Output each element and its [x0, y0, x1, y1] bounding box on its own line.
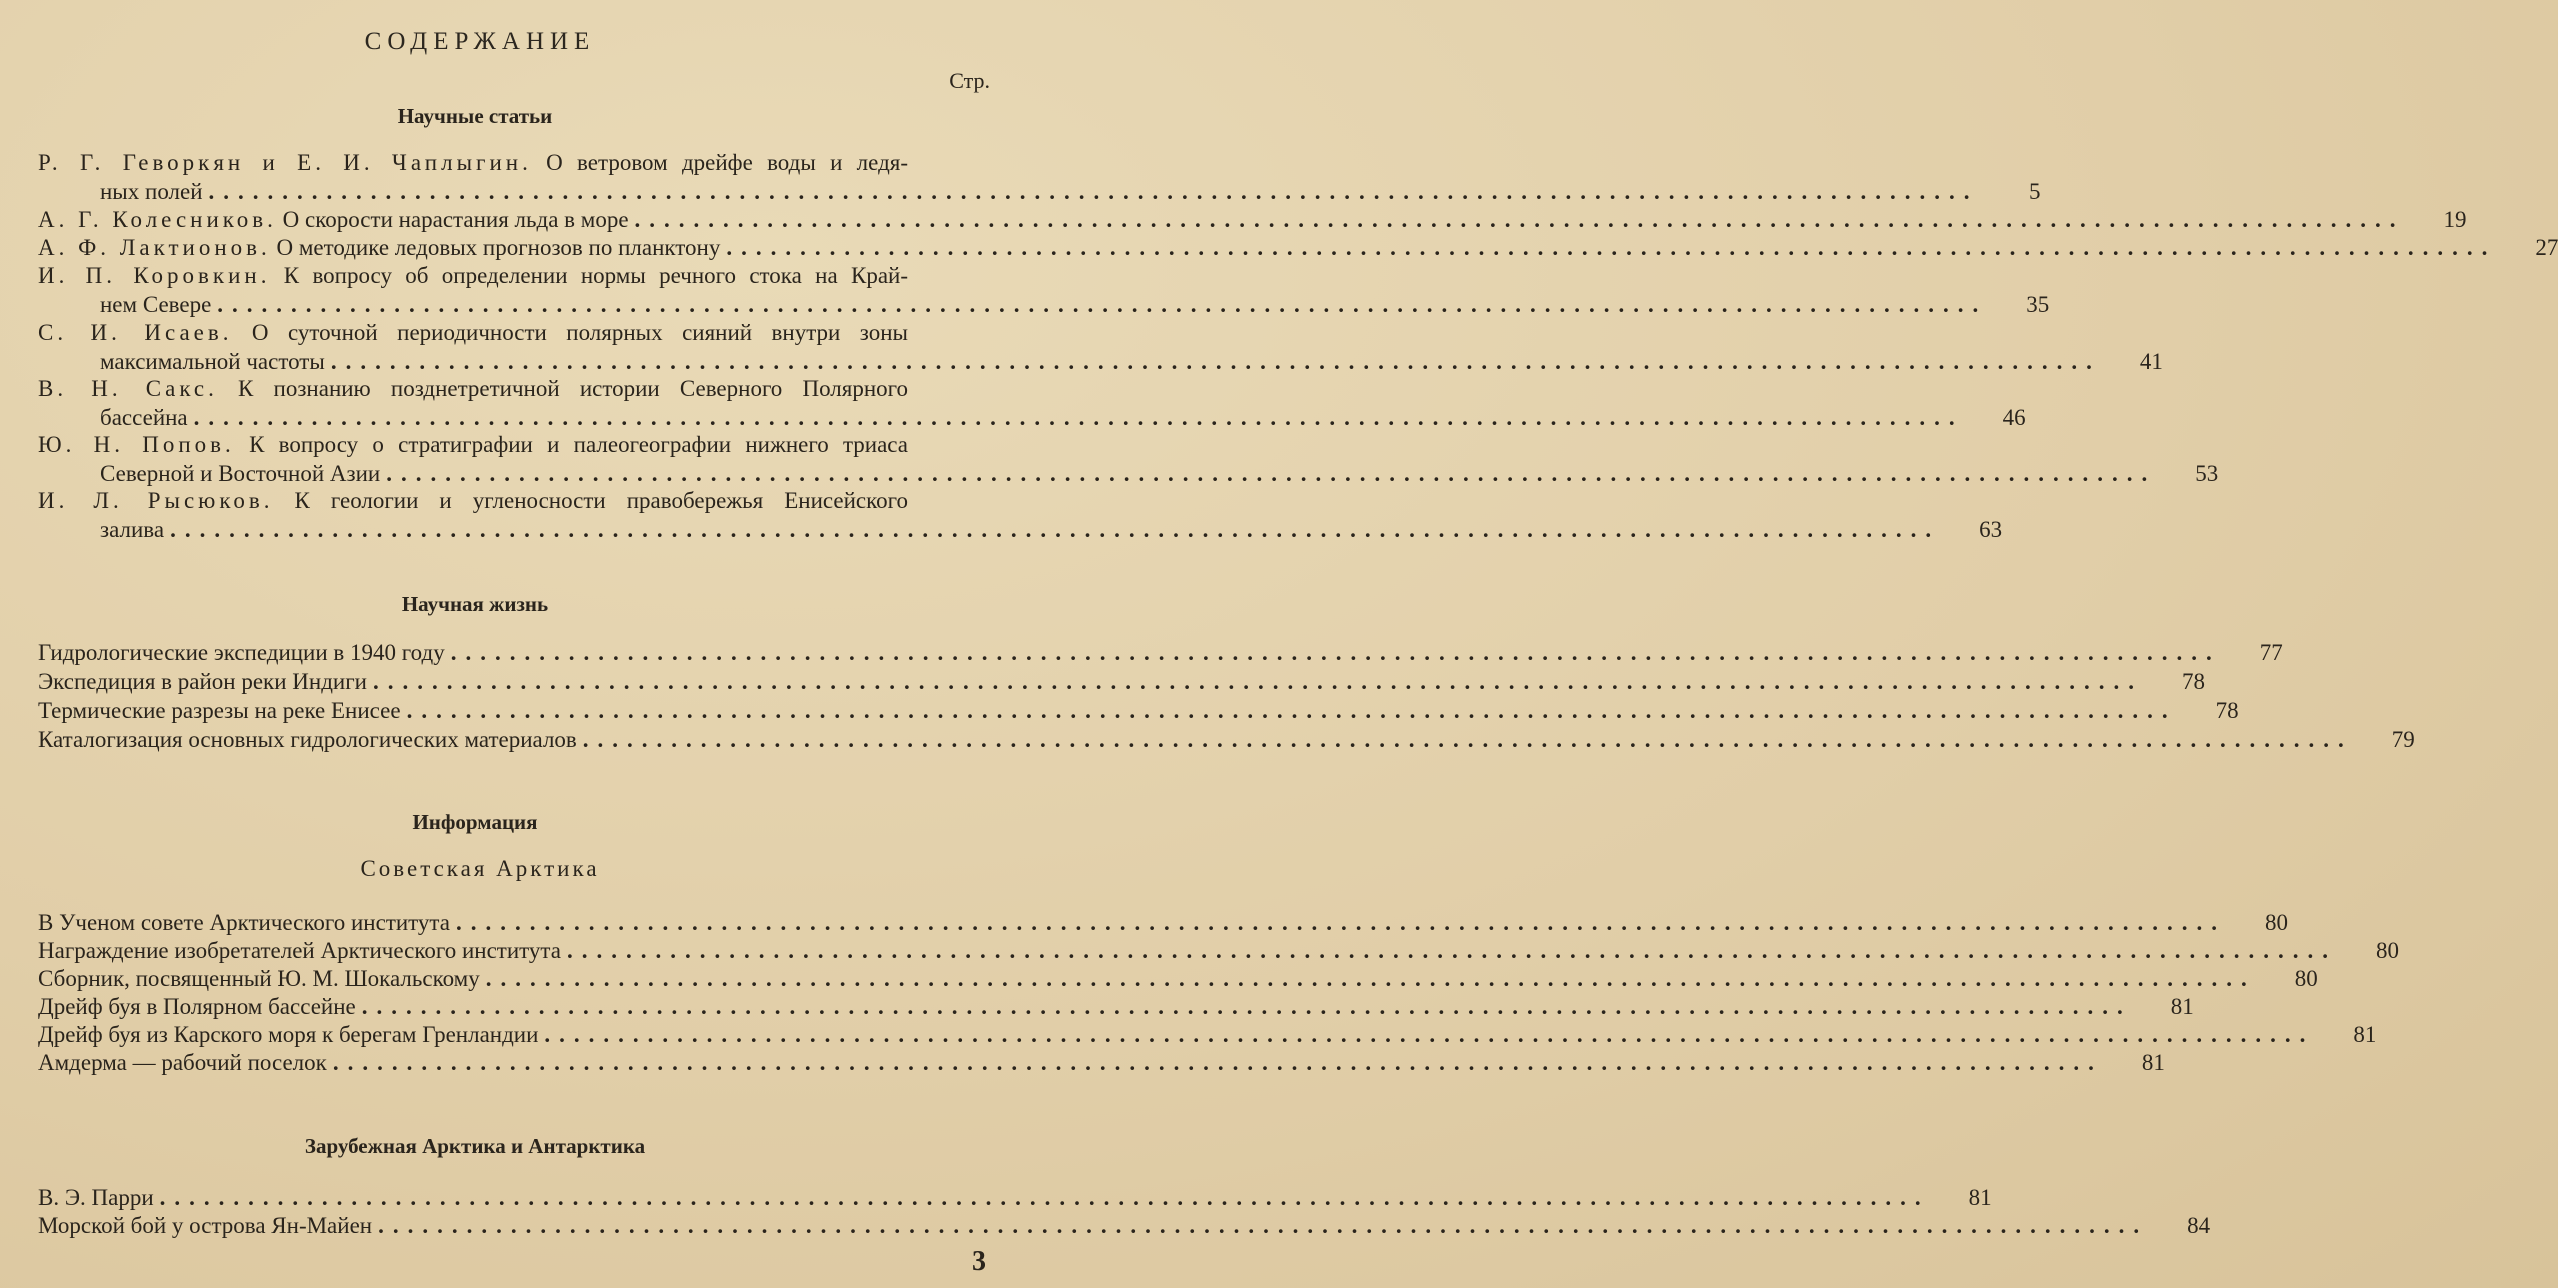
entry-page: 78 — [2181, 669, 2205, 694]
toc-entry — [38, 1020, 2377, 1049]
entry-title: Морской бой у острова Ян-Майен — [38, 1213, 373, 1238]
toc-entry — [38, 205, 2467, 234]
entry-page: 35 — [2026, 292, 2050, 317]
section-heading-foreign: Зарубежная Арктика и Антарктика — [304, 1134, 646, 1158]
dot-leader: ........................................................................................................................ — [378, 1213, 2149, 1238]
toc-entry — [38, 992, 2194, 1021]
dot-leader: ........................................................................................................................ — [332, 1050, 2103, 1075]
dot-leader: ........................................................................................................................ — [582, 727, 2353, 752]
section-heading-life: Научная жизнь — [401, 592, 549, 616]
dot-leader: ........................................................................................................................ — [566, 938, 2337, 963]
entry-title: В. Э. Парри — [38, 1185, 154, 1210]
entry-page: 63 — [1979, 517, 2003, 542]
entry-author: И. Л. Рысюков. — [38, 488, 274, 513]
dot-leader: ........................................................................................................................ — [386, 461, 2157, 486]
entry-title-line1: К вопросу о стратиграфии и палеогеографии нижнего триаса — [249, 432, 909, 457]
entry-title-line2: Северной и Восточной Азии — [100, 461, 381, 486]
entry-page: 27 — [2535, 235, 2558, 260]
entry-page: 5 — [2029, 179, 2041, 204]
toc-entry — [38, 233, 2558, 262]
dot-leader: ........................................................................................................................ — [372, 669, 2143, 694]
entry-page: 78 — [2215, 698, 2239, 723]
dot-leader: ........................................................................................................................ — [361, 994, 2132, 1019]
entry-title: Амдерма — рабочий поселок — [38, 1050, 327, 1075]
entry-title-line2: ных полей — [100, 179, 203, 204]
dot-leader: ........................................................................................................................ — [406, 698, 2177, 723]
toc-entry — [38, 964, 2318, 993]
entry-page: 46 — [2002, 405, 2026, 430]
toc-entry — [38, 148, 2041, 206]
toc-entry — [38, 318, 2163, 376]
entry-page: 41 — [2139, 349, 2163, 374]
entry-title-line1: К геологии и угленосности правобережья Енисейского — [294, 488, 908, 513]
toc-entry — [38, 667, 2205, 696]
section-heading-information: Информация — [412, 810, 538, 834]
toc-entry — [38, 696, 2239, 725]
entry-author: Ю. Н. Попов. — [38, 432, 235, 457]
dot-leader: ........................................................................................................................ — [726, 235, 2497, 260]
entry-title-line2: нем Севере — [100, 292, 212, 317]
entry-page: 81 — [2141, 1050, 2165, 1075]
dot-leader: ........................................................................................................................ — [330, 349, 2101, 374]
toc-entry — [38, 1211, 2211, 1240]
entry-title-line1: К вопросу об определении нормы речного стока на Край- — [283, 263, 908, 288]
entry-title: Экспедиция в район реки Индиги — [38, 669, 367, 694]
toc-entry — [38, 936, 2399, 965]
entry-title-line2: максимальной частоты — [100, 349, 325, 374]
entry-title-line2: залива — [100, 517, 165, 542]
subsection-heading-soviet-arctic: Советская Арктика — [360, 856, 600, 881]
dot-leader: ........................................................................................................................ — [208, 179, 1979, 204]
entry-page: 80 — [2294, 966, 2318, 991]
entry-author: Р. Г. Геворкян и Е. И. Чаплыгин. — [38, 150, 532, 175]
entry-page: 81 — [2170, 994, 2194, 1019]
entry-title: Дрейф буя из Карского моря к берегам Гренландии — [38, 1022, 539, 1047]
entry-page: 84 — [2187, 1213, 2211, 1238]
section-heading-articles: Научные статьи — [397, 104, 553, 128]
entry-title: О методике ледовых прогнозов по планктону — [276, 235, 721, 260]
dot-leader: ........................................................................................................................ — [455, 910, 2226, 935]
dot-leader: ........................................................................................................................ — [159, 1185, 1930, 1210]
entry-title-line2: бассейна — [100, 405, 188, 430]
dot-leader: ........................................................................................................................ — [450, 640, 2221, 665]
entry-page: 81 — [1968, 1185, 1992, 1210]
entry-title-line1: О суточной периодичности полярных сияний внутри зоны — [251, 320, 908, 345]
toc-entry — [38, 1183, 1992, 1212]
toc-entry — [38, 261, 2050, 319]
entry-title: В Ученом совете Арктического института — [38, 910, 450, 935]
toc-entry — [38, 430, 2219, 488]
entry-title-line1: К познанию позднетретичной истории Северного Полярного — [238, 376, 908, 401]
page-number: 3 — [972, 1246, 986, 1277]
toc-entry — [38, 1048, 2165, 1077]
dot-leader: ........................................................................................................................ — [193, 405, 1964, 430]
entry-title: Гидрологические экспедиции в 1940 году — [38, 640, 445, 665]
page-column-label: Стр. — [949, 68, 990, 93]
page-title: СОДЕРЖАНИЕ — [364, 28, 596, 55]
dot-leader: ........................................................................................................................ — [634, 207, 2405, 232]
toc-entry — [38, 374, 2026, 432]
toc-entry — [38, 725, 2415, 754]
entry-page: 53 — [2195, 461, 2219, 486]
dot-leader: ........................................................................................................................ — [485, 966, 2256, 991]
entry-author: В. Н. Сакс. — [38, 376, 218, 401]
entry-page: 80 — [2375, 938, 2399, 963]
entry-title-line1: О ветровом дрейфе воды и ледя- — [546, 150, 909, 175]
entry-page: 79 — [2391, 727, 2415, 752]
toc-entry — [38, 908, 2288, 937]
entry-title: Дрейф буя в Полярном бассейне — [38, 994, 356, 1019]
entry-page: 77 — [2259, 640, 2283, 665]
entry-author: А. Г. Колесников. — [38, 207, 277, 232]
dot-leader: ........................................................................................................................ — [544, 1022, 2315, 1047]
dot-leader: ........................................................................................................................ — [217, 292, 1988, 317]
entry-title: Награждение изобретателей Арктического института — [38, 938, 561, 963]
entry-page: 81 — [2353, 1022, 2377, 1047]
entry-title: Термические разрезы на реке Енисее — [38, 698, 401, 723]
entry-page: 80 — [2264, 910, 2288, 935]
entry-author: А. Ф. Лактионов. — [38, 235, 271, 260]
entry-title: Сборник, посвященный Ю. М. Шокальскому — [38, 966, 480, 991]
entry-author: С. И. Исаев. — [38, 320, 233, 345]
entry-title: Каталогизация основных гидрологических материалов — [38, 727, 577, 752]
entry-author: И. П. Коровкин. — [38, 263, 271, 288]
entry-page: 19 — [2443, 207, 2467, 232]
entry-title: О скорости нарастания льда в море — [282, 207, 629, 232]
toc-entry — [38, 486, 2003, 544]
toc-entry — [38, 638, 2283, 667]
dot-leader: ........................................................................................................................ — [170, 517, 1941, 542]
